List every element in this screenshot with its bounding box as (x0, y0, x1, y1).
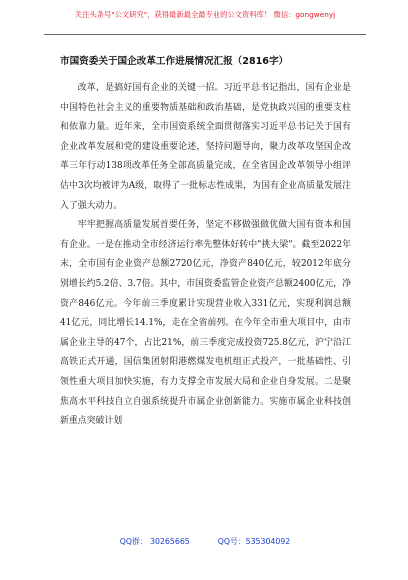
body-paragraph-1: 改革，是搞好国有企业的关键一招。习近平总书记指出，国有企业是中国特色社会主义的重要物质基础和政治基础，是党执政兴国的重要支柱和依靠力量。近年来，全市国资系统全面贯彻落实习近平总书记关于国有企业改革发展和党的建设重要论述，坚持问题导向，聚力改革攻坚国企改革三年行动138项改革任务全部高质量完成，在全省国企改革领导小组评估中3次均被评为A级，取得了一批标志性成果，为国有企业高质量发展注入了强大动力。 (60, 83, 351, 211)
header-divider (44, 34, 366, 35)
footer-qq-number: QQ号：535304092 (217, 537, 291, 546)
footer-qq-group: QQ群： 30265665 (119, 537, 190, 546)
document-body (60, 79, 351, 432)
document-title: 市国资委关于国企改革工作进展情况汇报（2816字） (60, 56, 289, 67)
footer-contact (40, 536, 370, 547)
body-paragraph-2: 牢牢把握高质量发展首要任务，坚定不移做强做优做大国有资本和国有企业。一是在推动全市经济运行率先整体好转中"挑大梁"。截至2022年末，全市国有企业资产总额2720亿元，净资产840亿元，较2012年底分别增长约5.2倍、3.7倍。其中，市国资委监管企业资产总额2400亿元，净资产846亿元。今年前三季度累计实现营业收入331亿元，实现利润总额41亿元，同比增长14.1%，走在全省前列。在今年全市重大项目中，由市属企业主导的47个，占比21%，前三季度完成投资725.8亿元，沪宁沿江高铁正式开通，国信集团射阳港燃煤发电机组正式投产，一批基础性、引领性重大项目加快实施，有力支撑全市发展大局和企业自身发展。二是聚焦高水平科技自立自强系统提升市属企业创新能力。实施市属企业科技创新重点突破计划 (60, 220, 351, 427)
header-banner: 关注头条号"公文研究"，获得最新最全最专业的公文资料库！ 微信：gongwenyj (74, 10, 336, 19)
